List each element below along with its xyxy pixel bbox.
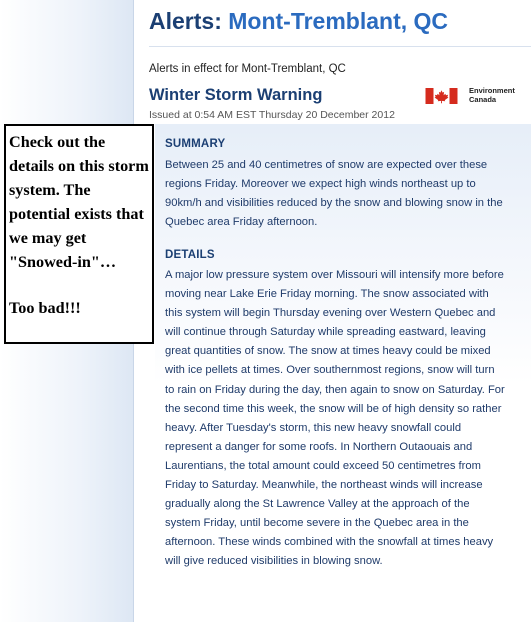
- logo-line-1: Environment: [469, 86, 515, 95]
- location-name: Mont-Tremblant, QC: [228, 8, 449, 34]
- alerts-label: Alerts:: [149, 8, 222, 34]
- annotation-callout-box: [4, 124, 154, 344]
- callout-note: Check out the details on this storm system. The potential exists that we may get "Snowed-in"…: [9, 133, 149, 271]
- canada-flag-icon: [425, 88, 458, 104]
- logo-line-2: Canada: [469, 94, 497, 104]
- alerts-in-effect-text: Alerts in effect for Mont-Tremblant, QC: [149, 63, 346, 75]
- issued-timestamp: Issued at 0:54 AM EST Thursday 20 December 2012: [149, 109, 395, 121]
- summary-text: Between 25 and 40 centimetres of snow are expected over these regions Friday. Moreover we expect high winds northeast up to 90km/h and visibilities reduced by the snow and blowing snow in the Quebec area Friday afternoon.: [165, 159, 503, 229]
- page-title: [149, 8, 448, 35]
- warning-title: Winter Storm Warning: [149, 86, 323, 104]
- summary-heading: SUMMARY: [165, 138, 226, 150]
- callout-reaction: Too bad!!!: [9, 299, 81, 317]
- environment-canada-wordmark: [469, 87, 515, 104]
- environment-canada-logo: [425, 86, 525, 108]
- title-rule: [149, 46, 531, 47]
- details-text: A major low pressure system over Missouri will intensify more before moving near Lake Erie Friday morning. The snow associated with this system will begin Thursday evening over Western Quebec and will continue through Saturday while spreading eastward, leaving great quantities of snow. The snow at times heavy could be mixed with ice pellets at times. Over southernmost regions, snow will turn to rain on Friday during the day, then again to snow on Saturday. For the second time this week, the snow will be of high density so rather heavy. After Tuesday's storm, this new heavy snowfall could represent a danger for some roofs. In Northern Outaouais and Laurentians, the total amount could exceed 50 centimetres from Friday to Saturday. Meanwhile, the northeast winds will increase gradually along the St Lawrence Valley at the approach of the system Friday, until become severe in the Quebec area in the afternoon. These winds combined with the snowfall at times heavy will give reduced visibilities in blowing snow.: [165, 269, 505, 568]
- details-heading: DETAILS: [165, 249, 215, 261]
